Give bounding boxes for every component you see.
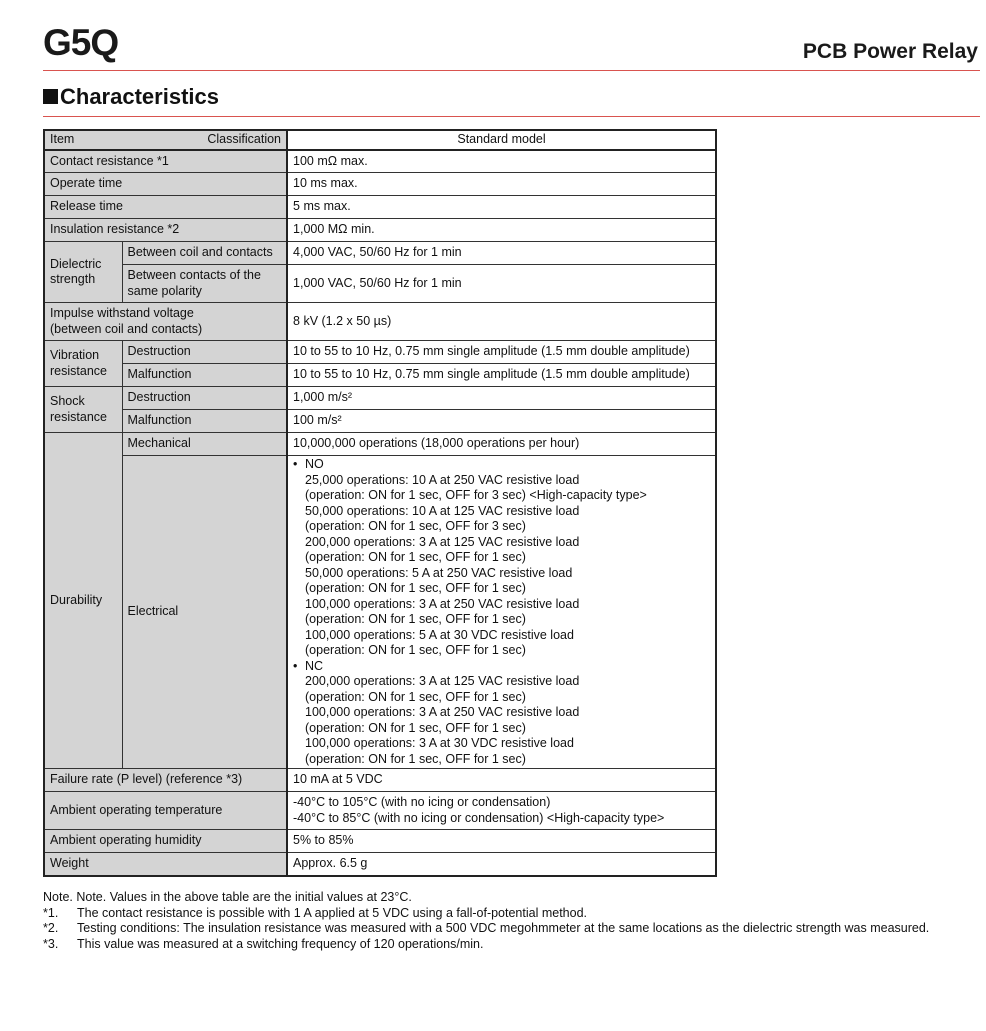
- table-row: [44, 196, 716, 219]
- table-row: [44, 150, 716, 173]
- row-label: [44, 303, 287, 341]
- list-item: (operation: ON for 1 sec, OFF for 1 sec): [305, 581, 526, 595]
- footnote-mark: *3.: [43, 936, 59, 951]
- impulse-label-line2: (between coil and contacts): [50, 321, 203, 336]
- nc-label: NC: [305, 658, 324, 673]
- header-item: Item: [50, 132, 75, 146]
- list-item: 200,000 operations: 3 A at 125 VAC resistive load: [305, 674, 580, 688]
- row-value: 1,000 MΩ min.: [287, 219, 716, 242]
- electrical-durability-value: [287, 456, 716, 769]
- header-item-classification: [44, 130, 287, 150]
- row-sublabel: Destruction: [122, 387, 287, 410]
- footnote-mark: *1.: [43, 905, 59, 920]
- list-item: (operation: ON for 1 sec, OFF for 3 sec) <High-capacity type>: [305, 488, 647, 502]
- row-sublabel: Between coil and contacts: [122, 242, 287, 265]
- bullet-icon: •: [293, 658, 298, 673]
- section-rule: [43, 116, 980, 117]
- list-item: 100,000 operations: 3 A at 250 VAC resistive load: [305, 705, 580, 719]
- list-item: 100,000 operations: 5 A at 30 VDC resistive load: [305, 627, 574, 642]
- notes: [43, 890, 973, 952]
- row-value: 10 to 55 to 10 Hz, 0.75 mm single amplitude (1.5 mm double amplitude): [287, 364, 716, 387]
- list-item: 50,000 operations: 5 A at 250 VAC resistive load: [305, 565, 573, 580]
- row-label: Release time: [44, 196, 287, 219]
- table-row: [44, 387, 716, 410]
- list-item: 25,000 operations: 10 A at 250 VAC resistive load: [305, 472, 580, 487]
- row-label: Ambient operating humidity: [44, 830, 287, 853]
- table-row: [44, 341, 716, 364]
- list-item: (operation: ON for 1 sec, OFF for 1 sec): [305, 720, 526, 735]
- row-sublabel: Destruction: [122, 341, 287, 364]
- bullet-icon: •: [293, 457, 298, 471]
- row-value: 10,000,000 operations (18,000 operations per hour): [287, 433, 716, 456]
- row-group-label: Dielectric strength: [44, 242, 122, 303]
- row-value: 5% to 85%: [287, 830, 716, 853]
- row-label: Weight: [44, 853, 287, 876]
- header-classification: Classification: [207, 132, 282, 146]
- row-sublabel: Mechanical: [122, 433, 287, 456]
- row-value: [287, 792, 716, 830]
- table-row: [44, 364, 716, 387]
- model-name: G5Q: [43, 22, 119, 63]
- product-title: PCB Power Relay: [802, 40, 978, 63]
- table-row: [44, 265, 716, 303]
- nc-contact-heading: [293, 659, 710, 675]
- list-item: (operation: ON for 1 sec, OFF for 1 sec): [305, 689, 526, 704]
- row-value: 10 mA at 5 VDC: [287, 769, 716, 792]
- table-row: [44, 303, 716, 341]
- list-item: 50,000 operations: 10 A at 125 VAC resistive load: [305, 503, 580, 518]
- footnote-mark: *2.: [43, 921, 59, 935]
- row-value: 8 kV (1.2 x 50 µs): [287, 303, 716, 341]
- row-group-label: Shock resistance: [44, 387, 122, 433]
- list-item: 100,000 operations: 3 A at 30 VDC resistive load: [305, 736, 574, 750]
- row-value: Approx. 6.5 g: [287, 853, 716, 876]
- row-value: 1,000 m/s²: [287, 387, 716, 410]
- row-value: 10 to 55 to 10 Hz, 0.75 mm single amplitude (1.5 mm double amplitude): [287, 341, 716, 364]
- table-row: [44, 830, 716, 853]
- row-value: 10 ms max.: [287, 173, 716, 196]
- list-item: (operation: ON for 1 sec, OFF for 1 sec): [305, 643, 526, 657]
- row-label: Insulation resistance *2: [44, 219, 287, 242]
- table-header-row: [44, 130, 716, 150]
- section-title: [43, 84, 219, 110]
- impulse-label-line1: Impulse withstand voltage: [50, 306, 194, 320]
- row-value: 5 ms max.: [287, 196, 716, 219]
- footnote: [43, 906, 973, 922]
- table-row: [44, 853, 716, 876]
- note-text: Note. Note. Values in the above table are the initial values at 23°C.: [43, 890, 412, 904]
- table-row: [44, 173, 716, 196]
- header-rule: [43, 70, 980, 71]
- table-row: [44, 456, 716, 769]
- row-label: Ambient operating temperature: [44, 792, 287, 830]
- footnote-text: This value was measured at a switching frequency of 120 operations/min.: [77, 936, 484, 951]
- row-value: 100 m/s²: [287, 410, 716, 433]
- row-sublabel: Malfunction: [122, 364, 287, 387]
- list-item: 200,000 operations: 3 A at 125 VAC resistive load: [305, 534, 580, 549]
- footnote-text: The contact resistance is possible with 1 A applied at 5 VDC using a fall-of-potential method.: [77, 905, 588, 920]
- table-row: [44, 433, 716, 456]
- row-group-label: Vibration resistance: [44, 341, 122, 387]
- list-item: (operation: ON for 1 sec, OFF for 1 sec): [305, 751, 526, 766]
- table-row: [44, 769, 716, 792]
- list-item: (operation: ON for 1 sec, OFF for 1 sec): [305, 550, 526, 564]
- table-row: [44, 242, 716, 265]
- footnote-text: Testing conditions: The insulation resistance was measured with a 500 VDC megohmmeter at the same locations as the dielectric strength was measured.: [77, 921, 930, 935]
- table-row: [44, 410, 716, 433]
- row-label: Operate time: [44, 173, 287, 196]
- row-label: Failure rate (P level) (reference *3): [44, 769, 287, 792]
- list-item: (operation: ON for 1 sec, OFF for 1 sec): [305, 612, 526, 626]
- row-value: 4,000 VAC, 50/60 Hz for 1 min: [287, 242, 716, 265]
- row-sublabel: Electrical: [122, 456, 287, 769]
- table-row: [44, 219, 716, 242]
- row-group-label: Durability: [44, 433, 122, 769]
- row-sublabel: Malfunction: [122, 410, 287, 433]
- header-standard-model: Standard model: [287, 130, 716, 150]
- row-value: 1,000 VAC, 50/60 Hz for 1 min: [287, 265, 716, 303]
- no-contact-heading: [293, 457, 710, 473]
- temp-line1: -40°C to 105°C (with no icing or condensation): [293, 795, 551, 809]
- row-sublabel: Between contacts of the same polarity: [122, 265, 287, 303]
- no-label: NO: [305, 457, 324, 471]
- table-row: [44, 792, 716, 830]
- list-item: (operation: ON for 1 sec, OFF for 3 sec): [305, 519, 526, 533]
- characteristics-table: [43, 129, 717, 877]
- square-bullet-icon: [43, 89, 58, 104]
- footnote: [43, 921, 973, 937]
- row-value: 100 mΩ max.: [287, 150, 716, 173]
- temp-line2: -40°C to 85°C (with no icing or condensation) <High-capacity type>: [293, 810, 665, 825]
- row-label: Contact resistance *1: [44, 150, 287, 173]
- footnote: [43, 937, 973, 953]
- list-item: 100,000 operations: 3 A at 250 VAC resistive load: [305, 596, 580, 611]
- section-title-text: Characteristics: [60, 84, 219, 109]
